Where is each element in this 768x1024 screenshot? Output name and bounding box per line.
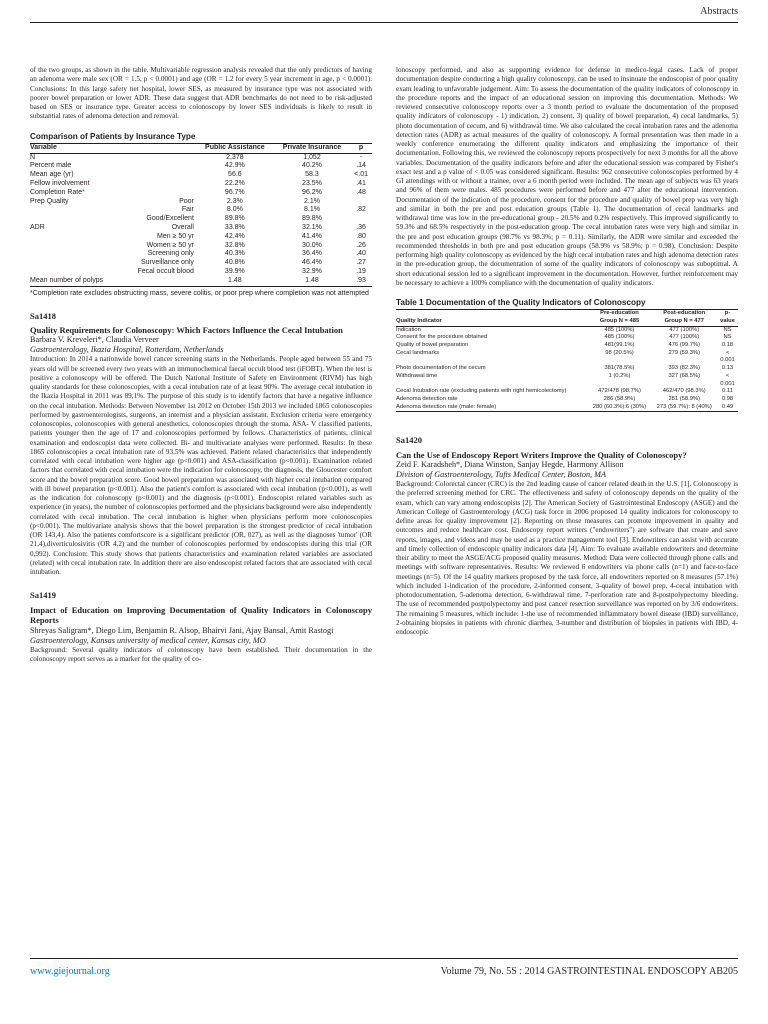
table1-cell-group: N <box>30 153 36 161</box>
table2-cell-post: 273 (59.7%): 8 (40%) <box>651 404 717 412</box>
table1-cell-p: - <box>359 153 363 161</box>
table1-cell-pub: 2,378 <box>226 153 244 161</box>
table-row <box>30 268 372 277</box>
table1-cell-pub: 42.9% <box>224 162 245 170</box>
left-column <box>30 66 372 664</box>
table-row <box>30 277 372 286</box>
table2-cell-pre: 481(99.1%) <box>604 342 635 349</box>
sa1420-number: Sa1420 <box>396 435 422 446</box>
table-row <box>30 162 372 171</box>
table2-cell-post: 477 (100%) <box>669 326 700 333</box>
table1-cell-priv: 58.3 <box>305 171 319 179</box>
table-row <box>396 334 738 342</box>
table1-cell-group <box>30 215 122 224</box>
table-row <box>30 215 372 224</box>
table-row <box>30 153 372 162</box>
table1-cell-p: .40 <box>356 250 366 258</box>
table1-cell-group: Fellow involvement <box>30 179 90 187</box>
table1-cell-pub: 40.3% <box>224 250 245 258</box>
table2-header-pre-n: Group N = 485 <box>588 318 652 326</box>
table2-cell-post: 281 (58.9%) <box>668 395 701 402</box>
table2-cell-ind: Cecal Intubation rate (excluding patients with right hemicolectomy) <box>396 388 567 395</box>
table1-cell-group <box>30 268 122 277</box>
table-row <box>396 342 738 350</box>
table1-cell-pub: 22.2% <box>224 179 245 187</box>
table1-cell-group <box>30 250 122 259</box>
table1-cell-priv: 46.4% <box>302 259 322 267</box>
table1-cell-pub: 96.7% <box>224 188 245 196</box>
table1-cell-p: .93 <box>350 277 372 286</box>
sa1418-authors: Barbara V. Kreveleri*, Claudia Verveer <box>30 335 159 345</box>
table2-header-blank <box>396 310 588 318</box>
table2-cell-post: 476 (99.7%) <box>668 342 701 349</box>
table1-cell-p: .27 <box>356 259 366 267</box>
table1-cell-pub: 89.8% <box>224 215 245 223</box>
table2-cell-p: 0.001 <box>720 380 735 387</box>
sa1418-number: Sa1418 <box>30 310 56 321</box>
table1-body <box>30 153 372 286</box>
table1-cell-sub <box>122 277 196 286</box>
table1-cell-p: .80 <box>356 232 366 240</box>
sa1418-affiliation: Gastroenterology, Ikazia Hospital, Rotterdam, Netherlands <box>30 345 224 355</box>
table1-cell-priv: 32.1% <box>302 223 322 231</box>
table1-cell-sub: Poor <box>179 197 194 205</box>
table2-cell-pre: 485 (100%) <box>604 326 635 333</box>
table1-cell-pub: 8.0% <box>226 206 243 214</box>
table-row <box>396 381 738 389</box>
table1-cell-group <box>30 206 122 215</box>
table2-cell-pre: 381(78.5%) <box>604 365 635 372</box>
table-row <box>30 259 372 268</box>
table1-cell-p: .26 <box>356 241 366 249</box>
table1-cell-p <box>350 198 372 207</box>
intro-paragraph: of the two groups, as shown in the table. Multivariable regression analysis revealed that the only predictors of having an adenoma were male sex (OR = 1.5, p < 0.0001) and age (OR = 1.2 for every 5 year increment in age, p < 0.0001). Conclusions: In this large safety net hospital, lower SES, as measured by insurance type was not associated with poorer bowel preparation or lower ADR. These data suggest that ADR benchmarks do not need to be risk-adjusted based on SES or insurance type. Greater access to colonoscopy by lower SES individuals is likely to result in substantial rates of adenoma detection and removal. <box>30 66 372 121</box>
table2-cell-ind: Photo documentation of the cecum <box>396 365 486 372</box>
table1-cell-priv: 1.48 <box>274 277 350 286</box>
table2-cell-pre <box>588 381 652 389</box>
table1-cell-sub <box>122 153 196 162</box>
table1-cell-group <box>30 233 122 242</box>
table2-header-pre: Pre-education <box>588 310 652 318</box>
table1-cell-pub: 42.4% <box>224 232 245 240</box>
table2-cell-p: 0.001 <box>720 357 735 364</box>
table1-cell-sub: Women ≥ 50 yr <box>146 241 194 249</box>
table-row <box>396 365 738 373</box>
table1-cell-p: .36 <box>356 223 366 231</box>
quality-indicators-table <box>396 309 738 412</box>
table2-cell-p: NS <box>723 334 732 341</box>
table-row <box>396 350 738 358</box>
sa1419-title: Impact of Education on Improving Documentation of Quality Indicators in Colonoscopy Reports <box>30 604 372 625</box>
table1-cell-priv: 1,052 <box>303 153 321 161</box>
table2-cell-pre: 485 (100%) <box>604 334 635 341</box>
table1-cell-p <box>350 215 372 224</box>
table2-cell-pre: 286 (58.9%) <box>603 395 636 402</box>
table2-cell-pre: 280 (60.3%):6 (30%) <box>588 404 652 412</box>
table1-cell-priv: 41.4% <box>302 232 322 240</box>
table-row <box>396 373 738 381</box>
table1-cell-group: Completion Rate* <box>30 188 85 196</box>
sa1420-authors: Zeid F. Karadsheh*, Diana Winston, Sanjay Hegde, Harmony Allison <box>396 460 624 470</box>
table2-cell-ind: Adenoma detection rate (male: female) <box>396 404 588 412</box>
table1-cell-pub: 40.8% <box>224 259 245 267</box>
table1-cell-p: <.01 <box>354 171 368 179</box>
footer-citation: Volume 79, No. 5S : 2014 GASTROINTESTINAL ENDOSCOPY AB205 <box>440 966 738 977</box>
table2-body <box>396 326 738 412</box>
table1-cell-priv: 40.2% <box>302 162 322 170</box>
table2-cell-p: 0.13 <box>721 365 734 372</box>
table1-cell-group <box>30 242 122 251</box>
table2-cell-ind: Quality of bowel preparation <box>396 342 469 349</box>
table1-header-public: Public Assistance <box>196 143 274 153</box>
table1-header-p: p <box>350 143 372 153</box>
sa1419-body: Background: Several quality indicators of colonoscopy have been established. Their documentation in the colonoscopy report serves as a marker for the quality of co- <box>30 645 372 663</box>
table1-cell-p: .82 <box>356 206 366 214</box>
table-row <box>396 396 738 404</box>
table1-cell-group: Mean number of polyps <box>30 277 122 286</box>
table-row <box>30 233 372 242</box>
table1-header-private: Private Insurance <box>274 143 350 153</box>
sa1419-affiliation: Gastroenterology, Kansas university of medical center, Kansas city, MO <box>30 635 266 645</box>
table1-cell-pub: 33.8% <box>224 223 245 231</box>
table2-title: Table 1 Documentation of the Quality Indicators of Colonoscopy <box>396 298 646 307</box>
table-row <box>30 224 372 233</box>
table1-cell-group: Mean age (yr) <box>30 171 74 179</box>
table1-cell-priv: 2.1% <box>303 197 320 205</box>
table2-cell-p: 0.49 <box>717 404 738 412</box>
table2-cell-ind: Adenoma detection rate <box>396 395 458 402</box>
table2-cell-ind: Withdrawal time <box>396 372 438 379</box>
table2-cell-p: NS <box>723 326 732 333</box>
table1-cell-sub: Surveillance only <box>140 259 194 267</box>
table-row <box>396 326 738 334</box>
table1-cell-pub: 2.3% <box>226 197 243 205</box>
table2-cell-post: 477 (100%) <box>669 334 700 341</box>
table2-cell-post: 393 (82.3%) <box>668 365 701 372</box>
table2-cell-post: 462/470 (98.3%) <box>662 388 706 395</box>
header-rule <box>30 22 738 23</box>
running-header: Abstracts <box>700 6 738 17</box>
table2-cell-p: < <box>725 349 730 356</box>
table1-cell-sub: Screening only <box>147 250 194 258</box>
table2-header-indicator: Quality Indicator <box>396 318 588 326</box>
table2-cell-p: 0.98 <box>721 395 734 402</box>
table1-cell-pub: 1.48 <box>196 277 274 286</box>
table1-cell-p: .41 <box>356 179 366 187</box>
table1-cell-priv: 36.4% <box>302 250 322 258</box>
table2-cell-ind <box>396 381 588 389</box>
table-row <box>30 180 372 189</box>
table2-cell-pre: 1 (0.2%) <box>608 372 631 379</box>
table1-cell-group <box>30 259 122 268</box>
sa1419-number: Sa1419 <box>30 590 56 601</box>
table1-header-variable: Variable <box>30 143 122 153</box>
table-row <box>30 242 372 251</box>
table2-header-post: Post-education <box>651 310 717 318</box>
sa1420-affiliation: Division of Gastroenterology, Tufts Medical Center, Boston, MA <box>396 470 606 480</box>
table1-cell-priv: 89.8% <box>302 215 322 223</box>
table1-cell-pub: 32.8% <box>224 241 245 249</box>
table1-cell-p: .48 <box>356 188 366 196</box>
sa1418-body: Introduction: In 2014 a nationwide bowel cancer screening starts in the Netherlands. People aged between 55 and 75 years old will be screened every two years with an immunochemical faecal occult blood test (iFOBT). When the test is positive a colonoscopy will be offered. The Dutch National Institute of Safety en Environment (RIVM) has high quality standards for these colonoscopies, with a cecal intubation rate of at least 90%. The average cecal intubation in the Ikazia Hospital in 2011 was 89,1%. The purpose of this study is to identify factors that have a negative influence on the cecal intubation. Methods: Between November 1st 2012 en October 15th 2013 we included 1865 colonoscopies performed by gastroenterologists, surgeons, an internist and a physician assistant. Exclusion criteria were emergency colonoscopies, colonoscopies with general anesthetics, colonoscopies through the stoma, ASA- V classified patients, patients younger then the age of 17 and colonoscopies performed by fellows. Characteristics of patients, clinical examination and endoscopist data were collected. Bi- and multivariate analyses were performed. Results: In these 1865 colonoscopies a cecal intubation rate of 93,5% was achieved. Patient related characteristics that independently correlated with cecal intubation were higher age (p<0.001) and ASA-classification (p<0.001). Examination related factors that correlated with cecal intubation were the indication for colonoscopy, the diagnosis, the Gloucester comfort score and the bowel preparation score. Good bowel preparation was associated with higher cecal intubation compared with ill bowel preparation (p<0.001). Also the patient's comfort is associated with cecal intubation (p<0.001), as well as the indication for colonoscopy (p<0.001) and the diagnosis (p<0.001). Endoscopist related variables such as experience (in years), the number of colonoscopies performed and the physicians background were also independently correlated with cecal intubation. The cecal intubation is higher when physicians perform more colonoscopies (p<0.001). The multivariate analysis shows that the bowel preparation is the strongest predictor of cecal intubation (OR 143,4). Also the patients comfortscore is a significant predictor (OR, 027), as well as the diagnoses 'tumor' (OR 21,4),diverticulosivitis (OR 4,2) and the number of colonoscopies performed by endoscopists during this trial (OR 0,992). Conclusion: This study shows that patients characteristics and examination related variables are associated (related) with cecal intubation rate. In addition there are also endoscopist related factors that are associated with cecal intubation. <box>30 355 372 576</box>
table1-cell-p: .14 <box>356 162 366 170</box>
table-row <box>396 388 738 396</box>
table1-cell-group: ADR <box>30 223 45 231</box>
table1-cell-sub <box>122 162 196 171</box>
table2-header-p-value: value <box>717 318 738 326</box>
table2-cell-ind: Indication <box>396 326 421 333</box>
table-row <box>30 206 372 215</box>
table1-cell-sub <box>122 180 196 189</box>
table2-header-p: p- <box>717 310 738 318</box>
table1-cell-priv: 30.0% <box>302 241 322 249</box>
table2-cell-pre: 98 (20.5%) <box>605 349 634 356</box>
sa1420-title: Can the Use of Endoscopy Report Writers Improve the Quality of Colonoscopy? <box>396 449 687 460</box>
table-row <box>30 250 372 259</box>
sa1420-body: Background: Colorectal cancer (CRC) is the 2nd leading cause of cancer related death in the U.S. [1]. Colonoscopy is the preferred screening method for CRC. The effectiveness and safety of colonoscopy depends on the quality of the exam, which can vary among endoscopists [2]. The American Society of Gastrointestinal Endoscopy (ASGE) and the American College of Gastroenterology (ACG) task force in 2006 proposed 14 quality indicators for colonoscopy to define areas for quality improvement [2]. Reporting on those measures can promote improvement in quality and outcomes and reduce healthcare cost. Endoscopy report writers ("endowriters") are software that create and save reports, images, and videos and may be used as a practice management tool [3]. Endowriters can assist with accurate and timely collection of endoscopic quality indicators data [4]. Aim: To evaluate available endowriters and determine their ability to meet the ASGE/ACG proposed quality measures. Method: Data were collected through phone calls and meetings with software representatives. Results: We reviewed 6 endowriters via phone calls (n=1) and face-to-face meetings (n=5). Of the 14 quality markers proposed by the task force, all endowriters reported on 8 measures (57.1%) which included 1-indication of the procedure, 2-informed consent, 3-quality of bowel prep, 4-cecal intubation with photodocumentation, 5-adenoma detection, 6-withdrawal time, 7-perforation rate and 8-postpolypectomy bleeding. The use of recommended postpolypectomy and post cancer resection surveillance was reported on by 3/6 endowriters. The remaining 5 measures, which include: 1-the use of recommended inflammatory bowel disease (IBD) surveillance, 2-obtaining biopsies in patients with chronic diarrhea, 3-number and distribution of biopsies in patients with IBD, 4-endoscopic <box>396 480 738 637</box>
table-row <box>30 171 372 180</box>
table-row <box>30 189 372 198</box>
table1-cell-sub: Good/Excellent <box>146 215 194 223</box>
footer-rule <box>30 958 738 959</box>
table1-cell-priv: 8.1% <box>303 206 320 214</box>
table2-cell-p: < <box>725 372 730 379</box>
table-row <box>396 404 738 412</box>
table2-cell-pre <box>588 357 652 365</box>
table1-cell-sub: Fecal occult blood <box>137 267 194 275</box>
table2-cell-ind <box>396 357 588 365</box>
table1-title: Comparison of Patients by Insurance Type <box>30 131 196 141</box>
sa1419-continued: lonoscopy performed, and also as supporting evidence for defense in medico-legal cases. Lack of proper documentation despite conducting a high quality colonoscopy, can be used to insinuate the endoscopist of poor quality exam leading to unfavorable judgement. Aim: To assess the documentation of the quality indicators of colonoscopy in the procedure reports and the impact of an educational session on improving this documentation. Methods: We reviewed consecutive colonoscopy reports over a 3 month period to evaluate the documentation of the proposed quality indicators of colonoscopy - 1) indication, 2) consent, 3) quality of bowel preparation, 4) cecal landmarks, 5) photo documentation of cecum, and 6) withdrawal time. We also calculated the cecal intubation rates and the adenoma detection rates (ADR) as actual measures of the quality of colonoscopy. A formal presentation was then made in a weekly conference enumerating the different quality indicators and emphasizing the importance of their documentation. Following this, we reviewed the colonoscopy reports prospectively for next 3 months for all the above variables. Documentation of the quality indicators before and after the educational session was compared by Fisher's exact test and a p value of < 0.05 was considered significant. Results: 962 consecutive colonoscopies performed by 4 GI attendings with or without a trainee, over a 6 month period were included. The mean age of subjects was 63 years and 96% of them were males. 485 procedures were performed before and 477 after the educational intervention. Documentation of the indication of the procedure, consent for the procedure and quality of bowel prep was very high and similar in both the pre and post education groups (Table 1). The documentation of cecal landmarks and withdrawal time was low in the pre-educational group - 20.5% and 0.2% respectively. This improved significantly to 59.3% and 68.5% respectively in the post-education group. The cecal intubation rates were very high and similar in the pre and post education groups (98.7% vs 98.3%; p = 0.11). Similarly, the ADR were similar and exceeded the recommended thresholds in both pre and post education groups (58.9% vs 58.9%; p = 0.98). Conclusion: Despite performing high quality colonoscopy as evidenced by the high cecal intubation rates and high adenoma detection rates in the pre-education group, the documentation of some of the quality indicators of colonoscopy was suboptimal. A short educational session led to a significant improvement in the documentation. However, further reinforcement may be necessary to achieve a 100% compliance with the documentation of quality indicators. <box>396 66 738 287</box>
table1-cell-priv: 32.9% <box>302 267 322 275</box>
sa1419-authors: Shreyas Saligram*, Diego Lim, Benjamin R. Alsop, Bhairvi Jani, Ajay Bansal, Amit Rastogi <box>30 625 334 635</box>
insurance-comparison-table <box>30 143 372 287</box>
table2-header-post-n: Group N = 477 <box>651 318 717 326</box>
table1-cell-group: Percent male <box>30 162 72 170</box>
table1-footnote: *Completion rate excludes obstructing mass, severe colitis, or poor prep where completion was not attempted <box>30 289 369 297</box>
table1-cell-pub: 56.6 <box>228 171 242 179</box>
table2-cell-post <box>651 381 717 389</box>
table2-cell-p: 0.18 <box>721 342 734 349</box>
table1-cell-p: .19 <box>356 267 366 275</box>
footnote-marker: * <box>82 188 85 196</box>
table1-cell-sub <box>122 189 196 198</box>
table1-cell-sub: Fair <box>181 206 194 214</box>
table-row <box>30 198 372 207</box>
table1-cell-pub: 39.9% <box>224 267 245 275</box>
table2-cell-post: 327 (68.5%) <box>668 372 701 379</box>
table2-cell-post: 279 (59.3%) <box>668 349 701 356</box>
journal-url-link[interactable]: www.giejournal.org <box>30 966 110 977</box>
table1-cell-sub <box>122 171 196 180</box>
table2-cell-ind: Consent for the procedure obtained <box>396 334 488 341</box>
table2-cell-ind: Cecal landmarks <box>396 349 440 356</box>
table1-cell-priv: 23.5% <box>302 179 322 187</box>
table1-cell-sub: Overall <box>171 223 194 231</box>
table1-cell-group: Prep Quality <box>30 197 69 205</box>
right-column <box>396 66 738 637</box>
sa1418-title: Quality Requirements for Colonoscopy: Which Factors Influence the Cecal Intubation <box>30 324 343 335</box>
table-row <box>396 357 738 365</box>
table1-cell-priv: 96.2% <box>302 188 322 196</box>
table1-header-sub <box>122 143 196 153</box>
table1-cell-sub: Men ≥ 50 yr <box>156 232 194 240</box>
table2-cell-p: 0.11 <box>722 388 733 395</box>
table2-cell-post <box>651 357 717 365</box>
table2-cell-pre: 472/478 (98.7%) <box>598 388 641 395</box>
